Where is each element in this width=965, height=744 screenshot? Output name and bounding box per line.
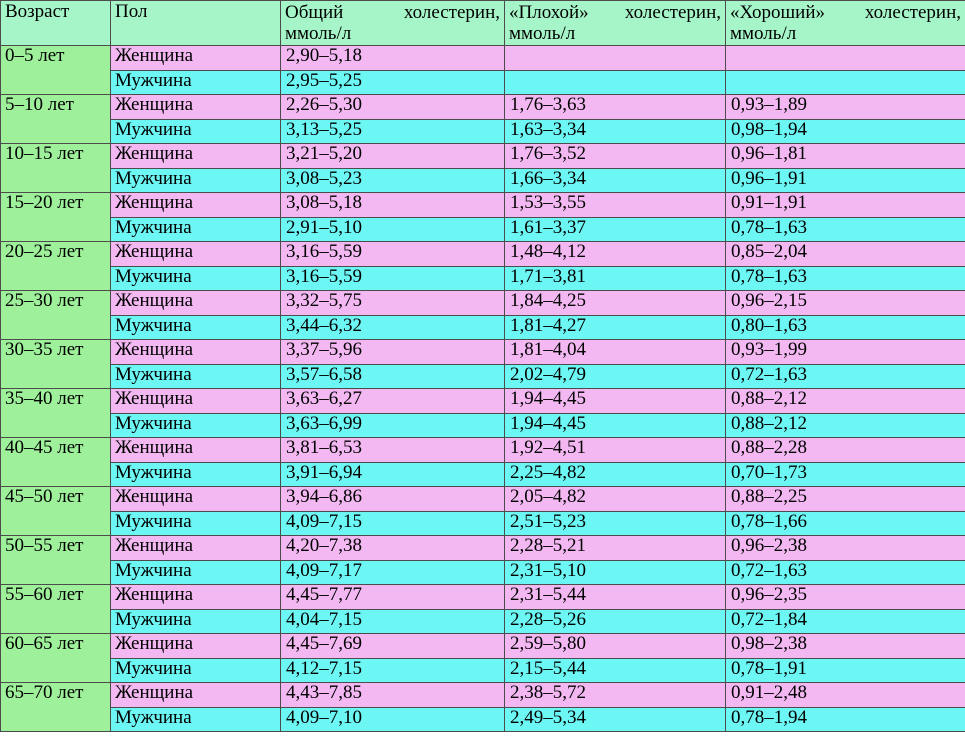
- table-row: [1, 511, 965, 536]
- ldl-cholesterol-cell: 1,66–3,34: [505, 168, 726, 193]
- total-cholesterol-cell: 3,08–5,23: [281, 168, 505, 193]
- sex-cell: Женщина: [111, 634, 281, 659]
- total-cholesterol-cell: 3,13–5,25: [281, 119, 505, 144]
- ldl-cholesterol-cell: 1,76–3,63: [505, 95, 726, 120]
- ldl-cholesterol-cell: [505, 46, 726, 71]
- total-cholesterol-cell: 3,91–6,94: [281, 462, 505, 487]
- hdl-cholesterol-cell: 0,96–2,35: [726, 585, 965, 610]
- sex-cell: Мужчина: [111, 560, 281, 585]
- hdl-cholesterol-cell: 0,78–1,66: [726, 511, 965, 536]
- total-cholesterol-cell: 4,04–7,15: [281, 609, 505, 634]
- sex-cell: Мужчина: [111, 707, 281, 732]
- ldl-cholesterol-cell: 1,84–4,25: [505, 291, 726, 316]
- total-cholesterol-cell: 4,09–7,10: [281, 707, 505, 732]
- sex-cell: Женщина: [111, 46, 281, 71]
- ldl-cholesterol-cell: 2,59–5,80: [505, 634, 726, 659]
- total-cholesterol-cell: 2,26–5,30: [281, 95, 505, 120]
- total-cholesterol-cell: 4,12–7,15: [281, 658, 505, 683]
- age-group-cell: 5–10 лет: [1, 95, 111, 144]
- age-group-cell: 65–70 лет: [1, 683, 111, 732]
- table-row: [1, 438, 965, 463]
- table-row: [1, 340, 965, 365]
- total-cholesterol-cell: 3,57–6,58: [281, 364, 505, 389]
- hdl-cholesterol-cell: 0,85–2,04: [726, 242, 965, 267]
- age-group-cell: 0–5 лет: [1, 46, 111, 95]
- total-cholesterol-cell: 3,08–5,18: [281, 193, 505, 218]
- hdl-cholesterol-cell: 0,72–1,84: [726, 609, 965, 634]
- hdl-cholesterol-cell: 0,78–1,63: [726, 217, 965, 242]
- ldl-cholesterol-cell: 2,51–5,23: [505, 511, 726, 536]
- table-row: [1, 658, 965, 683]
- ldl-cholesterol-cell: 1,94–4,45: [505, 413, 726, 438]
- ldl-cholesterol-cell: 1,61–3,37: [505, 217, 726, 242]
- ldl-cholesterol-cell: 1,48–4,12: [505, 242, 726, 267]
- header-total-cholesterol: Общий холестерин, ммоль/л: [281, 1, 505, 46]
- hdl-cholesterol-cell: 0,98–1,94: [726, 119, 965, 144]
- ldl-cholesterol-cell: [505, 70, 726, 95]
- age-group-cell: 30–35 лет: [1, 340, 111, 389]
- hdl-cholesterol-cell: 0,91–2,48: [726, 683, 965, 708]
- table-row: [1, 462, 965, 487]
- table-row: [1, 70, 965, 95]
- ldl-cholesterol-cell: 1,53–3,55: [505, 193, 726, 218]
- ldl-cholesterol-cell: 1,71–3,81: [505, 266, 726, 291]
- sex-cell: Мужчина: [111, 511, 281, 536]
- sex-cell: Мужчина: [111, 70, 281, 95]
- total-cholesterol-cell: 4,20–7,38: [281, 536, 505, 561]
- total-cholesterol-cell: 3,37–5,96: [281, 340, 505, 365]
- hdl-cholesterol-cell: 0,72–1,63: [726, 560, 965, 585]
- sex-cell: Женщина: [111, 340, 281, 365]
- ldl-cholesterol-cell: 1,94–4,45: [505, 389, 726, 414]
- total-cholesterol-cell: 4,09–7,17: [281, 560, 505, 585]
- total-cholesterol-cell: 3,16–5,59: [281, 266, 505, 291]
- table-row: [1, 585, 965, 610]
- age-group-cell: 20–25 лет: [1, 242, 111, 291]
- table-row: [1, 144, 965, 169]
- sex-cell: Женщина: [111, 389, 281, 414]
- table-row: [1, 487, 965, 512]
- table-row: [1, 609, 965, 634]
- total-cholesterol-cell: 4,45–7,69: [281, 634, 505, 659]
- hdl-cholesterol-cell: 0,96–1,91: [726, 168, 965, 193]
- ldl-cholesterol-cell: 2,28–5,21: [505, 536, 726, 561]
- ldl-cholesterol-cell: 2,38–5,72: [505, 683, 726, 708]
- total-cholesterol-cell: 3,63–6,99: [281, 413, 505, 438]
- hdl-cholesterol-cell: 0,88–2,28: [726, 438, 965, 463]
- sex-cell: Женщина: [111, 536, 281, 561]
- hdl-cholesterol-cell: [726, 70, 965, 95]
- age-group-cell: 40–45 лет: [1, 438, 111, 487]
- hdl-cholesterol-cell: 0,88–2,12: [726, 389, 965, 414]
- hdl-cholesterol-cell: 0,88–2,12: [726, 413, 965, 438]
- sex-cell: Мужчина: [111, 315, 281, 340]
- sex-cell: Женщина: [111, 683, 281, 708]
- age-group-cell: 15–20 лет: [1, 193, 111, 242]
- ldl-cholesterol-cell: 2,28–5,26: [505, 609, 726, 634]
- sex-cell: Женщина: [111, 487, 281, 512]
- total-cholesterol-cell: 2,95–5,25: [281, 70, 505, 95]
- sex-cell: Женщина: [111, 438, 281, 463]
- sex-cell: Мужчина: [111, 266, 281, 291]
- ldl-cholesterol-cell: 2,31–5,44: [505, 585, 726, 610]
- hdl-cholesterol-cell: 0,70–1,73: [726, 462, 965, 487]
- total-cholesterol-cell: 3,32–5,75: [281, 291, 505, 316]
- table-row: [1, 634, 965, 659]
- sex-cell: Женщина: [111, 95, 281, 120]
- header-hdl-cholesterol: «Хороший» холестерин, ммоль/л: [726, 1, 965, 46]
- hdl-cholesterol-cell: [726, 46, 965, 71]
- ldl-cholesterol-cell: 1,63–3,34: [505, 119, 726, 144]
- age-group-cell: 25–30 лет: [1, 291, 111, 340]
- total-cholesterol-cell: 3,44–6,32: [281, 315, 505, 340]
- age-group-cell: 10–15 лет: [1, 144, 111, 193]
- hdl-cholesterol-cell: 0,72–1,63: [726, 364, 965, 389]
- hdl-cholesterol-cell: 0,98–2,38: [726, 634, 965, 659]
- sex-cell: Мужчина: [111, 168, 281, 193]
- hdl-cholesterol-cell: 0,93–1,89: [726, 95, 965, 120]
- total-cholesterol-cell: 2,91–5,10: [281, 217, 505, 242]
- table-row: [1, 119, 965, 144]
- ldl-cholesterol-cell: 2,49–5,34: [505, 707, 726, 732]
- header-age: Возраст: [1, 1, 111, 46]
- sex-cell: Женщина: [111, 242, 281, 267]
- total-cholesterol-cell: 4,43–7,85: [281, 683, 505, 708]
- table-row: [1, 242, 965, 267]
- header-row: [1, 1, 965, 46]
- sex-cell: Мужчина: [111, 119, 281, 144]
- ldl-cholesterol-cell: 2,31–5,10: [505, 560, 726, 585]
- age-group-cell: 60–65 лет: [1, 634, 111, 683]
- ldl-cholesterol-cell: 1,81–4,04: [505, 340, 726, 365]
- ldl-cholesterol-cell: 2,25–4,82: [505, 462, 726, 487]
- total-cholesterol-cell: 3,21–5,20: [281, 144, 505, 169]
- sex-cell: Мужчина: [111, 462, 281, 487]
- total-cholesterol-cell: 3,16–5,59: [281, 242, 505, 267]
- age-group-cell: 45–50 лет: [1, 487, 111, 536]
- total-cholesterol-cell: 3,81–6,53: [281, 438, 505, 463]
- table-row: [1, 413, 965, 438]
- age-group-cell: 50–55 лет: [1, 536, 111, 585]
- total-cholesterol-cell: 3,63–6,27: [281, 389, 505, 414]
- sex-cell: Мужчина: [111, 609, 281, 634]
- table-row: [1, 683, 965, 708]
- hdl-cholesterol-cell: 0,78–1,94: [726, 707, 965, 732]
- hdl-cholesterol-cell: 0,80–1,63: [726, 315, 965, 340]
- table-row: [1, 266, 965, 291]
- hdl-cholesterol-cell: 0,78–1,91: [726, 658, 965, 683]
- total-cholesterol-cell: 3,94–6,86: [281, 487, 505, 512]
- ldl-cholesterol-cell: 2,15–5,44: [505, 658, 726, 683]
- ldl-cholesterol-cell: 2,05–4,82: [505, 487, 726, 512]
- sex-cell: Мужчина: [111, 658, 281, 683]
- hdl-cholesterol-cell: 0,88–2,25: [726, 487, 965, 512]
- age-group-cell: 35–40 лет: [1, 389, 111, 438]
- table-row: [1, 560, 965, 585]
- table-row: [1, 707, 965, 732]
- ldl-cholesterol-cell: 1,76–3,52: [505, 144, 726, 169]
- hdl-cholesterol-cell: 0,91–1,91: [726, 193, 965, 218]
- header-ldl-cholesterol: «Плохой» холестерин, ммоль/л: [505, 1, 726, 46]
- table-row: [1, 217, 965, 242]
- ldl-cholesterol-cell: 1,92–4,51: [505, 438, 726, 463]
- table-row: [1, 315, 965, 340]
- hdl-cholesterol-cell: 0,96–2,15: [726, 291, 965, 316]
- table-row: [1, 536, 965, 561]
- sex-cell: Женщина: [111, 291, 281, 316]
- table-row: [1, 193, 965, 218]
- total-cholesterol-cell: 4,09–7,15: [281, 511, 505, 536]
- sex-cell: Женщина: [111, 193, 281, 218]
- hdl-cholesterol-cell: 0,96–1,81: [726, 144, 965, 169]
- sex-cell: Женщина: [111, 585, 281, 610]
- table-row: [1, 291, 965, 316]
- table-row: [1, 95, 965, 120]
- table-row: [1, 46, 965, 71]
- age-group-cell: 55–60 лет: [1, 585, 111, 634]
- hdl-cholesterol-cell: 0,93–1,99: [726, 340, 965, 365]
- total-cholesterol-cell: 2,90–5,18: [281, 46, 505, 71]
- table-row: [1, 168, 965, 193]
- sex-cell: Мужчина: [111, 217, 281, 242]
- hdl-cholesterol-cell: 0,96–2,38: [726, 536, 965, 561]
- table-row: [1, 364, 965, 389]
- header-sex: Пол: [111, 1, 281, 46]
- sex-cell: Мужчина: [111, 413, 281, 438]
- total-cholesterol-cell: 4,45–7,77: [281, 585, 505, 610]
- table-row: [1, 389, 965, 414]
- ldl-cholesterol-cell: 1,81–4,27: [505, 315, 726, 340]
- sex-cell: Мужчина: [111, 364, 281, 389]
- hdl-cholesterol-cell: 0,78–1,63: [726, 266, 965, 291]
- ldl-cholesterol-cell: 2,02–4,79: [505, 364, 726, 389]
- sex-cell: Женщина: [111, 144, 281, 169]
